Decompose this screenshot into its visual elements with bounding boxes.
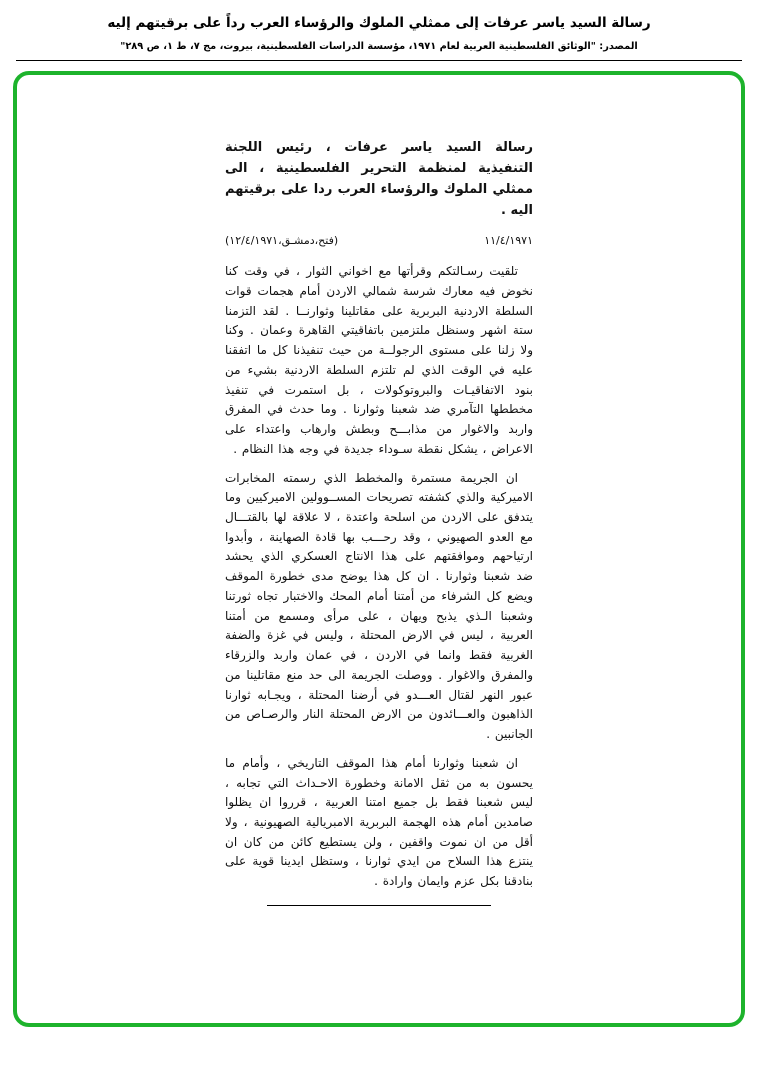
date-row [225,234,533,247]
page-title: رسالة السيد ياسر عرفات إلى ممثلي الملوك والرؤساء العرب رداً على برقيتهم إليه [107,15,651,31]
paragraph: ان الجريمة مستمرة والمخطط الذي رسمته المخابرات الاميركية والذي كشفته تصريحات المســوولين الاميركيين وما يتدفق على الاردن من اسلحة واعتدة ، لا علاقة لها بالقتـــال مع العدو الصهيوني ، وقد رحـــب بها قادة الصهاينة ، وأبدوا ارتياحهم وموافقتهم على هذا الانتاج العسكري الذي يحشد ضد شعبنا وثوارنا . ان كل هذا يوضح مدى خطورة الموقف ويضع كل الشرفاء من أمتنا أمام المحك والاختبار تجاه ثورتنا وشعبنا الـذي يذبح ويهان ، على مرأى ومسمع من أمتنا العربية ، ليس في الارض المحتلة ، وليس في غزة والضفة الغربية فقط وانما في الاردن ، في عمان واربد والزرقاء والمفرق والاغوار . ووصلت الجريمة الى حد منع مقاتلينا من عبور النهر لقتال العـــدو في أرضنا المحتلة ، ويجـابه ثوارنا الذاهبون والعـــائدون من الارض المحتلة النار والرصـاص من الجانبين . [225,470,533,742]
page-header [0,0,758,52]
paragraph: ان شعبنا وثوارنا أمام هذا الموقف التاريخي ، وأمام ما يحسون به من ثقل الامانة وخطورة الاحـداث التي تجابه ، ليس شعبنا فقط بل جميع امتنا العربية ، قرروا ان يظلوا صامدين أمام هذه الهجمة البربرية الامبريالية الصهيونية ، ولا أقل من ان نموت واقفين ، ولن يستطيع كائن من كان ان ينتزع هذا السلاح من ايدي ثوارنا ، وستظل ايدينا قوية على بنادقنا بكل عزم وايمان وارادة . [225,755,533,889]
paragraph: تلقيت رسـالتكم وقرأتها مع اخواني الثوار ، في وقت كنا نخوض فيه معارك شرسة شمالي الاردن أمام هجمات قوات السلطة الاردنية البربرية على مقاتلينا وثوارنــا . لقد التزمنا ستة اشهر وسنظل ملتزمين باتفاقيتي القاهرة وعمان . وكنا ولا زلنا على مستوى الرجولــة من حيث تنفيذنا كل ما اتفقنا عليه في الوقت الذي لم تلتزم السلطة الاردنية بشيء من بنود الاتفاقيـات والبروتوكولات ، بل استمرت في تنفيذ مخططها التآمري ضد شعبنا وثوارنا . وما حدث في المفرق واربد والاغوار من مذابـــح وبطش وارهاب واعتداء على الاعراض ، يشكل نقطة سـوداء جديدة في وجه هذا النظام . [225,264,533,456]
footnote-divider [267,905,491,906]
document-heading: رسالة السيد ياسر عرفات ، رئيس اللجنة التنفيذية لمنظمة التحرير الفلسطينية ، الى ممثلي الملوك والرؤساء العرب ردا على برقيتهم اليه . [225,140,533,219]
header-divider [16,60,742,61]
document-frame [13,71,745,1027]
publication-attribution: (فتح،دمشـق،١٢/٤/١٩٧١) [225,234,339,248]
source-line: المصدر: "الوثائق الفلسطينية العربية لعام ١٩٧١، مؤسسة الدراسات الفلسطينية، بيروت، مج ٧، ط ١، ص ٢٨٩" [120,41,638,52]
document-body [225,75,533,906]
letter-date: ١١/٤/١٩٧١ [484,234,533,248]
